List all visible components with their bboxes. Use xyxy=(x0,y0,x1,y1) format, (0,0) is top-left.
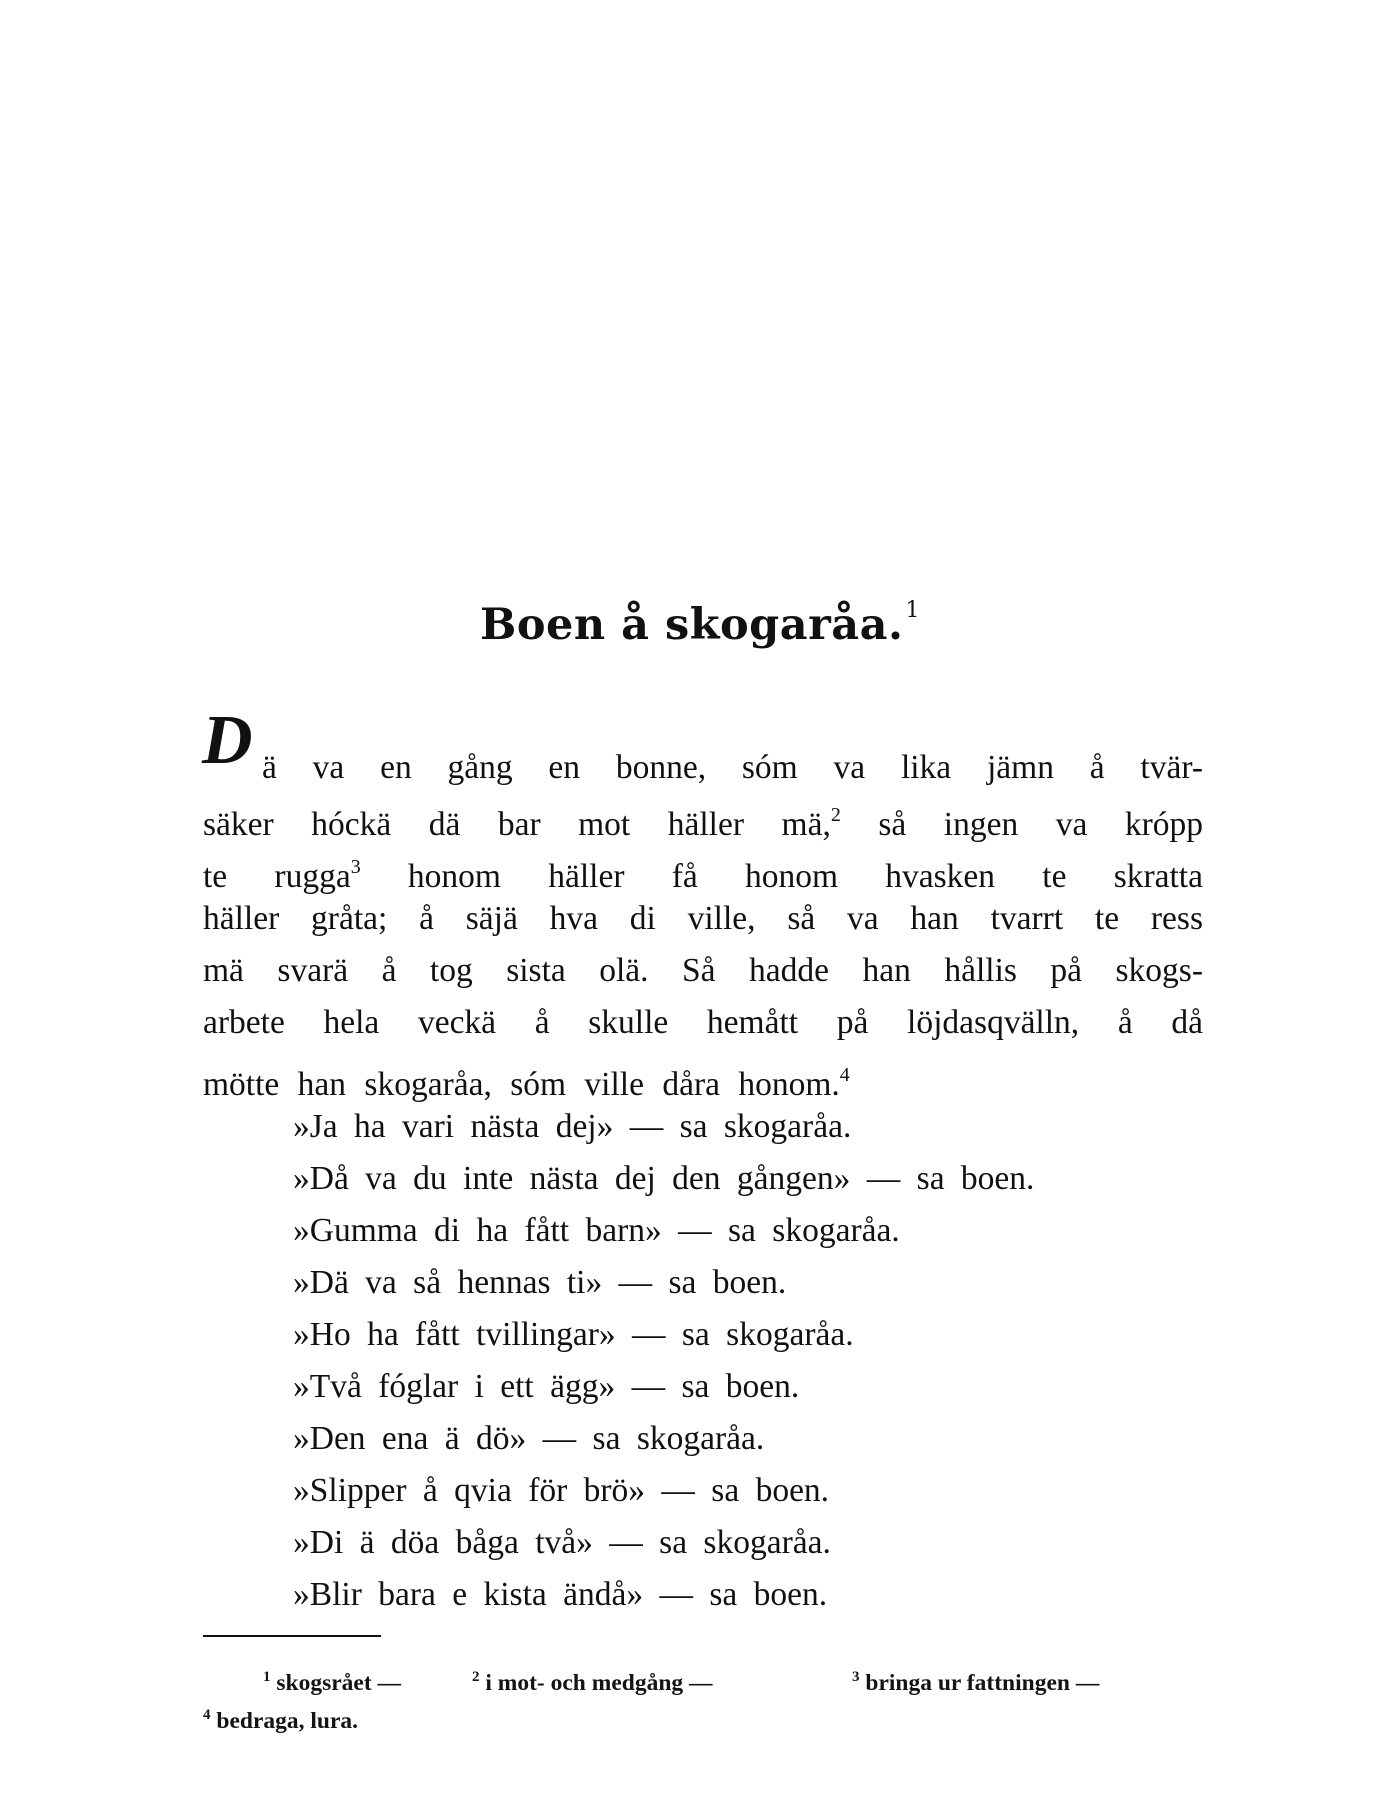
paragraph-line xyxy=(203,847,1203,897)
story-title-text: Boen å skogaråa. xyxy=(480,600,904,650)
paragraph-line xyxy=(203,1055,1203,1105)
footnote-text: skogsrået — xyxy=(276,1670,402,1696)
footnote-number: 1 xyxy=(263,1669,271,1685)
line-text: mä svarä å tog sista olä. Så hadde han hållis på skogs- xyxy=(203,952,1203,989)
footnote-text: i mot- och medgång — xyxy=(485,1670,713,1696)
dropcap-letter: D xyxy=(202,702,253,779)
dialogue-line: »Ja ha vari nästa dej» — sa skogaråa. xyxy=(293,1108,852,1145)
footnote-marker: 3 xyxy=(350,856,361,878)
footnote-1 xyxy=(263,1662,401,1698)
dialogue-line: »Di ä döa båga två» — sa skogaråa. xyxy=(293,1524,831,1561)
dialogue-line: »Slipper å qvia för brö» — sa boen. xyxy=(293,1472,830,1509)
dialogue-line: »Den ena ä dö» — sa skogaråa. xyxy=(293,1420,765,1457)
footnote-text: bedraga, lura. xyxy=(216,1708,359,1734)
line-text: arbete hela veckä å skulle hemått på löjdasqvälln, å då xyxy=(203,1004,1203,1041)
footnote-2 xyxy=(472,1662,713,1698)
footnote-marker: 4 xyxy=(839,1064,850,1086)
paragraph-line xyxy=(262,748,1203,788)
footnote-marker: 2 xyxy=(830,804,841,826)
footnote-4 xyxy=(203,1700,358,1736)
dialogue-line: »Blir bara e kista ändå» — sa boen. xyxy=(293,1576,828,1613)
paragraph-line xyxy=(203,795,1203,845)
footnote-3 xyxy=(852,1662,1099,1698)
title-footnote-marker: 1 xyxy=(905,598,920,623)
dialogue-line: »Ho ha fått tvillingar» — sa skogaråa. xyxy=(293,1316,854,1353)
footnote-number: 3 xyxy=(852,1669,860,1685)
dialogue-line: »Gumma di ha fått barn» — sa skogaråa. xyxy=(293,1212,900,1249)
paragraph-line xyxy=(203,951,1203,991)
footnote-number: 2 xyxy=(472,1669,480,1685)
line-text: säker hóckä dä bar mot häller mä, xyxy=(203,806,831,843)
dialogue-line: »Då va du inte nästa dej den gången» — sa boen. xyxy=(293,1160,1035,1197)
line-text: te rugga xyxy=(203,858,351,895)
footnote-text: bringa ur fattningen — xyxy=(865,1670,1100,1696)
line-text: honom häller få honom hvasken te skratta xyxy=(360,858,1203,895)
line-text: ä va en gång en bonne, sóm va lika jämn å tvär- xyxy=(262,749,1203,786)
paragraph-line xyxy=(203,899,1203,939)
line-text: häller gråta; å säjä hva di ville, så va han tvarrt te ress xyxy=(203,900,1203,937)
line-text: så ingen va krópp xyxy=(840,806,1203,843)
paragraph-line xyxy=(203,1003,1203,1043)
footnote-number: 4 xyxy=(203,1707,211,1723)
story-title xyxy=(0,598,1400,650)
dialogue-line: »Dä va så hennas ti» — sa boen. xyxy=(293,1264,787,1301)
dialogue-line: »Två fóglar i ett ägg» — sa boen. xyxy=(293,1368,800,1405)
footnote-rule xyxy=(203,1635,381,1637)
line-text: mötte han skogaråa, sóm ville dåra honom. xyxy=(203,1066,840,1103)
